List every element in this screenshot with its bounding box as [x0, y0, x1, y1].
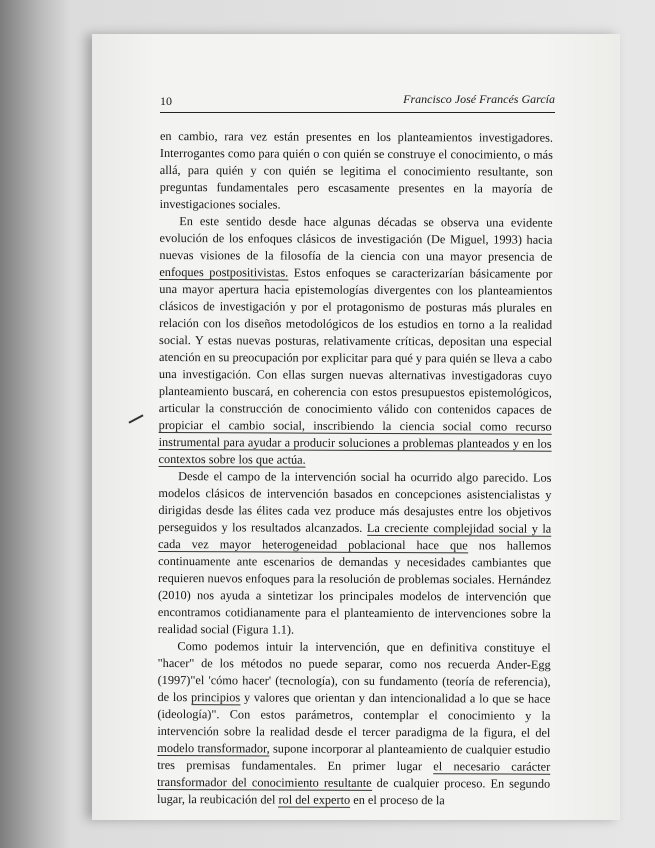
text-run: Desde el campo de la intervención social ha ocurrido algo parecido. Los modelos clásicos de intervención basados en concepciones asistencialistas y dirigidas desde las élites cada vez produce más desajustes entre los objetivos perseguidos y los resultados alcanzados.: [158, 469, 552, 535]
underlined-phrase: el necesario carácter transformador del conocimiento resultante: [157, 759, 551, 790]
paragraph-2: [159, 213, 553, 470]
underlined-phrase: modelo transformador,: [157, 740, 270, 756]
text-run: en el proceso de la: [350, 792, 445, 808]
text-run: nos hallemos continuamente ante escenarios de demandas y necesidades cambiantes que requieren nuevos enfoques para la resolución de problemas sociales. Hernández (2010) nos ayuda a sintetizar los principales modelos de intervención que encontramos cotidianamente para el planteamiento de intervenciones sobre la realidad social (Figura 1.1).: [157, 538, 552, 637]
text-run: Estos enfoques se caracterizarían básicamente por una mayor apertura hacia epistemologías divergentes con los planteamientos clásicos de investigación y por el protagonismo de posturas más plurales en relación con los diseños metodológicos de los estudios en torno a la realidad social. Y estas nuevas posturas, relativamente críticas, depositan una especial atención en su preocupación por explicitar para qué y para quién se lleva a cabo una investigación. Con ellas surgen nuevas alternativas investigadoras cuyo planteamiento buscará, en coherencia con estos presupuestos epistemológicos, articular la construcción de conocimiento válido con contenidos capaces de: [158, 265, 553, 417]
underlined-phrase: La creciente complejidad social y la cada vez mayor heterogeneidad poblacional hace que: [158, 520, 552, 553]
text-run: supone incorporar al planteamiento de cualquier estudio tres premisas fundamentales. En primer lugar: [157, 741, 551, 774]
text-run: Como podemos intuir la intervención, que en definitiva constituye el "hacer" de los métodos no puede separar, como nos recuerda Ander-Egg (1997)"el 'cómo hacer' (tecnología), con su fundamento (teoría de referencia), de los: [157, 639, 551, 705]
text-run: de cualquier proceso. En segundo lugar, la reubicación del: [157, 775, 551, 807]
underlined-phrase: rol del experto: [278, 792, 351, 807]
running-head: Francisco José Francés García: [403, 92, 555, 106]
paragraph-3: [158, 468, 552, 640]
paragraph-4: [157, 638, 551, 810]
underlined-phrase: principios: [191, 690, 241, 705]
underlined-phrase: enfoques postpositivistas.: [159, 264, 289, 280]
page-number: 10: [160, 94, 172, 108]
body-text: [157, 128, 553, 810]
page-header: [160, 92, 555, 113]
text-run: y valores que orientan y dan intencionalidad a lo que se hace (ideología)". Con estos parámetros, contemplar el conocimiento y la intervención sobre la realidad desde el tercer paradigma de la figura, el del: [157, 690, 551, 740]
text-run: en cambio, rara vez están presentes en los planteamientos investigadores. Interrogantes como para quién o con quién se construye el conocimiento, o más allá, para quién y con quién se legitima el conocimiento resultante, son preguntas fundamentales pero escasamente presentes en la mayoría de investigaciones sociales.: [159, 128, 553, 212]
text-run: En este sentido desde hace algunas décadas se observa una evidente evolución de los enfoques clásicos de investigación (De Miguel, 1993) hacia nuevas visiones de la filosofía de la ciencia con una mayor presencia de: [159, 214, 553, 264]
underlined-phrase: propiciar el cambio social, inscribiendo la ciencia social como recurso instrumental para ayudar a producir soluciones a problemas planteados y en los contextos sobre los que actúa.: [158, 417, 552, 467]
paragraph-1: [160, 128, 553, 215]
